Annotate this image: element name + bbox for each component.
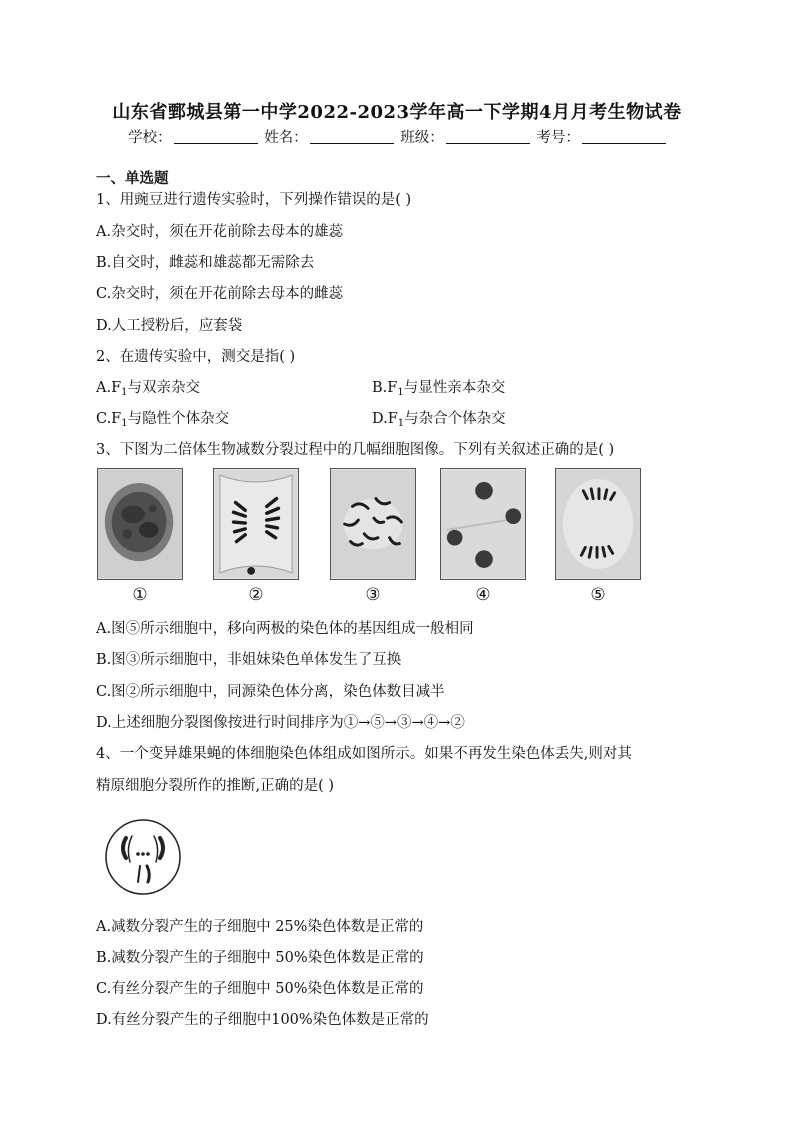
q3-stem: 3、下图为二倍体生物减数分裂过程中的几幅细胞图像。下列有关叙述正确的是( ) [96,442,615,458]
school-field[interactable] [128,126,258,147]
q2-option-c-prefix: C.F [96,411,122,427]
q1-option-c: C.杂交时，须在开花前除去母本的雌蕊 [96,286,344,302]
q2-option-c-text: 与隐性个体杂交 [127,411,230,427]
micrograph-3 [330,468,416,580]
chromosome-diagram [104,818,182,896]
school-label: 学校： [128,130,172,146]
q3-option-a: A.图⑤所示细胞中，移向两极的染色体的基因组成一般相同 [96,621,474,637]
q1-option-d: D.人工授粉后，应套袋 [96,318,243,334]
q4-stem-line1: 4、一个变异雄果蝇的体细胞染色体组成如图所示。如果不再发生染色体丢失,则对其 [96,746,632,762]
class-field[interactable] [400,126,530,147]
micrograph-5-label: ⑤ [590,585,606,605]
micrograph-1-label: ① [132,585,148,605]
name-label: 姓名： [264,130,308,146]
q3-option-d: D.上述细胞分裂图像按进行时间排序为①→⑤→③→④→② [96,715,465,731]
q2-option-b-text: 与显性亲本杂交 [403,380,506,396]
q2-option-d [372,407,506,428]
q2-option-a-text: 与双亲杂交 [127,380,201,396]
micrograph-4-label: ④ [475,585,491,605]
micrograph-4 [440,468,526,580]
section-title: 一、单选题 [96,170,169,187]
q2-option-b-sub: 1 [397,387,404,398]
micrograph-1 [97,468,183,580]
q2-option-b [372,376,505,397]
name-blank[interactable] [310,129,394,144]
q2-option-b-prefix: B.F [372,380,398,396]
q2-option-a-prefix: A.F [96,380,122,396]
q3-option-b: B.图③所示细胞中，非姐妹染色单体发生了互换 [96,652,402,668]
q1-option-a: A.杂交时，须在开花前除去母本的雄蕊 [96,224,344,240]
q2-stem: 2、在遗传实验中，测交是指( ) [96,349,296,365]
q4-option-b: B.减数分裂产生的子细胞中 50%染色体数是正常的 [96,950,424,966]
q2-option-d-text: 与杂合个体杂交 [404,411,506,427]
micrograph-2-label: ② [248,585,264,605]
page-title: 山东省鄄城县第一中学2022-2023学年高一下学期4月月考生物试卷 [112,102,682,123]
q4-option-d: D.有丝分裂产生的子细胞中100%染色体数是正常的 [96,1012,429,1028]
micrograph-3-label: ③ [365,585,381,605]
q1-option-b: B.自交时，雌蕊和雄蕊都无需除去 [96,255,315,271]
q4-option-c: C.有丝分裂产生的子细胞中 50%染色体数是正常的 [96,981,424,997]
name-field[interactable] [264,126,394,147]
q2-option-d-sub: 1 [397,418,405,429]
q2-option-c-sub: 1 [121,418,128,429]
q2-option-c [96,407,229,428]
q2-option-a [96,376,200,397]
class-label: 班级： [400,130,444,146]
micrograph-2 [213,468,299,580]
q2-option-a-sub: 1 [121,387,128,398]
q3-option-c: C.图②所示细胞中，同源染色体分离，染色体数目减半 [96,684,445,700]
q4-stem-line2: 精原细胞分裂所作的推断,正确的是( ) [96,778,335,794]
q1-stem: 1、用豌豆进行遗传实验时，下列操作错误的是( ) [96,192,412,208]
micrograph-5 [555,468,641,580]
class-blank[interactable] [446,129,530,144]
exam-number-label: 考号： [536,130,580,146]
school-blank[interactable] [174,129,258,144]
q4-option-a: A.减数分裂产生的子细胞中 25%染色体数是正常的 [96,919,424,935]
q2-option-d-prefix: D.F [372,411,398,427]
student-info-line [0,126,794,147]
exam-number-blank[interactable] [582,129,666,144]
exam-number-field[interactable] [536,126,666,147]
